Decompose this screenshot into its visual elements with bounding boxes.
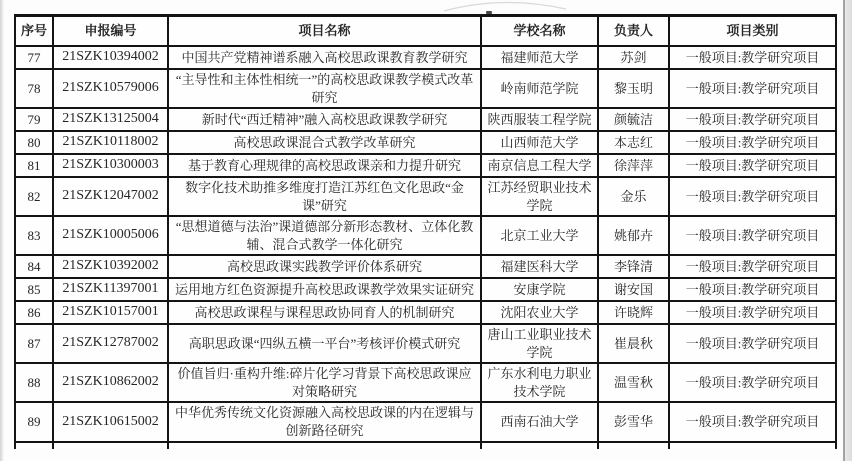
cell-no: 77: [15, 46, 53, 69]
cell-code: 21SZK10394002: [53, 46, 168, 69]
stub-cell: [481, 442, 598, 449]
cell-leader: 徐萍萍: [598, 154, 669, 177]
cell-leader: 金乐: [598, 177, 669, 216]
header-row: [15, 16, 836, 47]
cell-category: 一般项目:教学研究项目: [669, 301, 836, 324]
cell-school: 陕西服装工程学院: [481, 108, 598, 131]
cell-code: 21SZK10005006: [53, 216, 168, 255]
column-header-category: 项目类别: [669, 16, 836, 47]
table-row: [15, 324, 836, 363]
cell-category: 一般项目:教学研究项目: [669, 46, 836, 69]
column-header-project: 项目名称: [168, 16, 481, 47]
cell-category: 一般项目:教学研究项目: [669, 278, 836, 301]
cell-category: 一般项目:教学研究项目: [669, 177, 836, 216]
cell-no: 85: [15, 278, 53, 301]
cell-school: 安康学院: [481, 278, 598, 301]
cell-category: 一般项目:教学研究项目: [669, 255, 836, 278]
cell-school: 北京工业大学: [481, 216, 598, 255]
cell-category: 一般项目:教学研究项目: [669, 324, 836, 363]
cell-code: 21SZK10615002: [53, 402, 168, 441]
cell-no: 78: [15, 69, 53, 108]
table-row: [15, 363, 836, 402]
cell-project: 中国共产党精神谱系融入高校思政课教育教学研究: [168, 46, 481, 69]
table-row: [15, 108, 836, 131]
cell-project: 价值旨归·重构升维:碎片化学习背景下高校思政课应对策略研究: [168, 363, 481, 402]
table-row: [15, 177, 836, 216]
cell-code: 21SZK10118002: [53, 131, 168, 154]
stub-cell: [53, 442, 168, 449]
table-row: [15, 69, 836, 108]
cell-code: 21SZK12047002: [53, 177, 168, 216]
column-header-leader: 负责人: [598, 16, 669, 47]
cell-project: 基于教育心理规律的高校思政课亲和力提升研究: [168, 154, 481, 177]
cell-school: 岭南师范学院: [481, 69, 598, 108]
cell-project: 数字化技术助推多维度打造江苏红色文化思政“金课”研究: [168, 177, 481, 216]
cell-category: 一般项目:教学研究项目: [669, 216, 836, 255]
cell-school: 江苏经贸职业技术学院: [481, 177, 598, 216]
cell-project: 新时代“西迁精神”融入高校思政课教学研究: [168, 108, 481, 131]
cell-leader: 许晓辉: [598, 301, 669, 324]
stub-cell: [669, 442, 836, 449]
cell-leader: 温雪秋: [598, 363, 669, 402]
cell-project: 高校思政课实践教学评价体系研究: [168, 255, 481, 278]
cell-category: 一般项目:教学研究项目: [669, 131, 836, 154]
cell-no: 89: [15, 402, 53, 441]
cell-project: 高校思政课程与课程思政协同育人的机制研究: [168, 301, 481, 324]
cell-school: 福建医科大学: [481, 255, 598, 278]
table-continuation-stub: [15, 442, 836, 449]
table-row: [15, 301, 836, 324]
cell-category: 一般项目:教学研究项目: [669, 154, 836, 177]
cell-code: 21SZK10579006: [53, 69, 168, 108]
scan-curve-artifact: [440, 0, 570, 14]
table-row: [15, 216, 836, 255]
table-row: [15, 255, 836, 278]
cell-leader: 崔晨秋: [598, 324, 669, 363]
cell-school: 南京信息工程大学: [481, 154, 598, 177]
scan-left-edge: [0, 0, 4, 461]
cell-school: 唐山工业职业技术学院: [481, 324, 598, 363]
cell-project: 运用地方红色资源提升高校思政课教学效果实证研究: [168, 278, 481, 301]
cell-no: 87: [15, 324, 53, 363]
cell-leader: 谢安国: [598, 278, 669, 301]
cell-no: 83: [15, 216, 53, 255]
cell-leader: 本志红: [598, 131, 669, 154]
cell-category: 一般项目:教学研究项目: [669, 363, 836, 402]
column-header-school: 学校名称: [481, 16, 598, 47]
cell-no: 82: [15, 177, 53, 216]
cell-project: 中华优秀传统文化资源融入高校思政课的内在逻辑与创新路径研究: [168, 402, 481, 441]
scan-right-edge-band: [845, 0, 852, 461]
cell-code: 21SZK10392002: [53, 255, 168, 278]
column-header-no: 序号: [15, 16, 53, 47]
cell-leader: 黎玉明: [598, 69, 669, 108]
stub-cell: [168, 442, 481, 449]
cell-category: 一般项目:教学研究项目: [669, 402, 836, 441]
cell-school: 西南石油大学: [481, 402, 598, 441]
cell-no: 79: [15, 108, 53, 131]
cell-leader: 彭雪华: [598, 402, 669, 441]
cell-leader: 姚郁卉: [598, 216, 669, 255]
cell-code: 21SZK11397001: [53, 278, 168, 301]
cell-school: 福建师范大学: [481, 46, 598, 69]
stub-cell: [15, 442, 53, 449]
cell-school: 山西师范大学: [481, 131, 598, 154]
table-row: [15, 154, 836, 177]
cell-school: 广东水利电力职业技术学院: [481, 363, 598, 402]
cell-code: 21SZK10300003: [53, 154, 168, 177]
cell-category: 一般项目:教学研究项目: [669, 108, 836, 131]
cell-project: “思想道德与法治”课道德部分新形态教材、立体化教辅、混合式教学一体化研究: [168, 216, 481, 255]
cell-project: 高校思政课混合式教学改革研究: [168, 131, 481, 154]
cell-code: 21SZK10862002: [53, 363, 168, 402]
table-row: [15, 278, 836, 301]
column-header-code: 申报编号: [53, 16, 168, 47]
cell-project: “主导性和主体性相统一”的高校思政课教学模式改革研究: [168, 69, 481, 108]
cell-project: 高职思政课“四纵五横一平台”考核评价模式研究: [168, 324, 481, 363]
table-body: [15, 46, 836, 442]
table-row: [15, 46, 836, 69]
cell-no: 80: [15, 131, 53, 154]
stub-cell: [598, 442, 669, 449]
cell-no: 81: [15, 154, 53, 177]
cell-leader: 李锋清: [598, 255, 669, 278]
cell-no: 88: [15, 363, 53, 402]
cell-leader: 苏剑: [598, 46, 669, 69]
cell-code: 21SZK12787002: [53, 324, 168, 363]
cell-code: 21SZK13125004: [53, 108, 168, 131]
table-row: [15, 131, 836, 154]
cell-leader: 颜毓洁: [598, 108, 669, 131]
cell-category: 一般项目:教学研究项目: [669, 69, 836, 108]
projects-table: [14, 14, 837, 449]
cell-no: 86: [15, 301, 53, 324]
cell-no: 84: [15, 255, 53, 278]
table-row: [15, 402, 836, 441]
cell-school: 沈阳农业大学: [481, 301, 598, 324]
cell-code: 21SZK10157001: [53, 301, 168, 324]
